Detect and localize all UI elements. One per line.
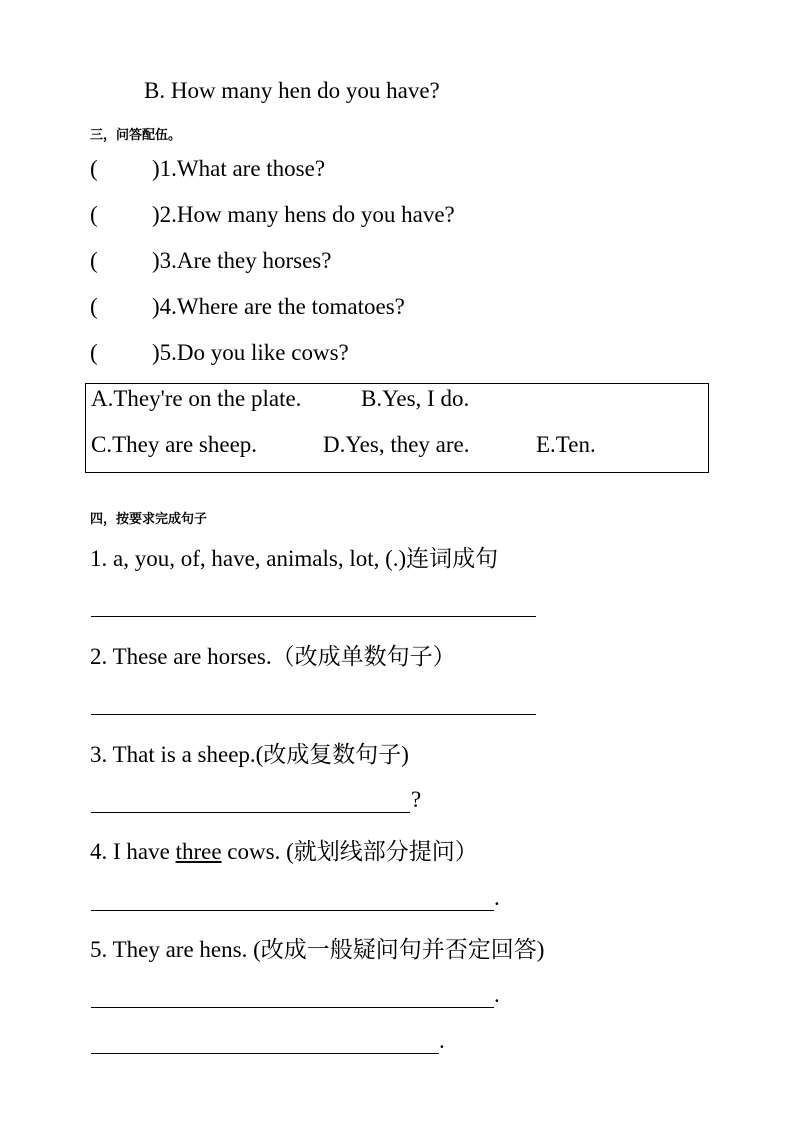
question-text: )5.Do you like cows? xyxy=(152,340,349,365)
question-5 xyxy=(90,340,349,366)
section3-heading: 三，问答配伍。 xyxy=(90,128,182,143)
option-e: E.Ten. xyxy=(536,432,596,457)
task-5: 5. They are hens. (改成一般疑问句并否定回答) xyxy=(90,937,545,962)
answer-blank[interactable]: ( xyxy=(90,340,98,365)
period-mark: . xyxy=(494,885,500,910)
answer-line-3[interactable] xyxy=(91,812,410,813)
question-3 xyxy=(90,248,331,274)
task-3: 3. That is a sheep.(改成复数句子) xyxy=(90,742,409,767)
question-2 xyxy=(90,202,455,228)
option-b: B.Yes, I do. xyxy=(361,386,470,411)
question-text: )4.Where are the tomatoes? xyxy=(152,294,405,319)
question-text: )1.What are those? xyxy=(152,156,326,181)
task-4-pre: 4. I have xyxy=(90,839,176,864)
task-2: 2. These are horses.（改成单数句子） xyxy=(90,644,456,669)
answer-line-4[interactable] xyxy=(91,910,494,911)
answer-line-2[interactable] xyxy=(91,714,536,715)
period-mark: . xyxy=(494,982,500,1007)
answer-line-5a[interactable] xyxy=(91,1007,494,1008)
answer-blank[interactable]: ( xyxy=(90,156,98,181)
answer-blank[interactable]: ( xyxy=(90,294,98,319)
section4-heading: 四，按要求完成句子 xyxy=(90,512,208,527)
option-a: A.They're on the plate. xyxy=(91,386,302,411)
period-mark: . xyxy=(439,1028,445,1053)
answer-line-1[interactable] xyxy=(91,616,536,617)
task-4-post: cows. (就划线部分提问） xyxy=(221,839,478,864)
underlined-word: three xyxy=(175,839,222,864)
question-text: )3.Are they horses? xyxy=(152,248,332,273)
answer-blank[interactable]: ( xyxy=(90,248,98,273)
option-d: D.Yes, they are. xyxy=(323,432,470,457)
question-text: )2.How many hens do you have? xyxy=(152,202,455,227)
task-4 xyxy=(90,833,478,866)
task-1: 1. a, you, of, have, animals, lot, (.)连词成句 xyxy=(90,546,499,571)
question-4 xyxy=(90,294,405,320)
answer-blank[interactable]: ( xyxy=(90,202,98,227)
answer-line-5b[interactable] xyxy=(91,1053,439,1054)
question-mark: ? xyxy=(411,787,422,812)
question-1 xyxy=(90,156,325,182)
previous-option-b: B. How many hen do you have? xyxy=(144,78,440,103)
option-c: C.They are sheep. xyxy=(91,432,258,457)
